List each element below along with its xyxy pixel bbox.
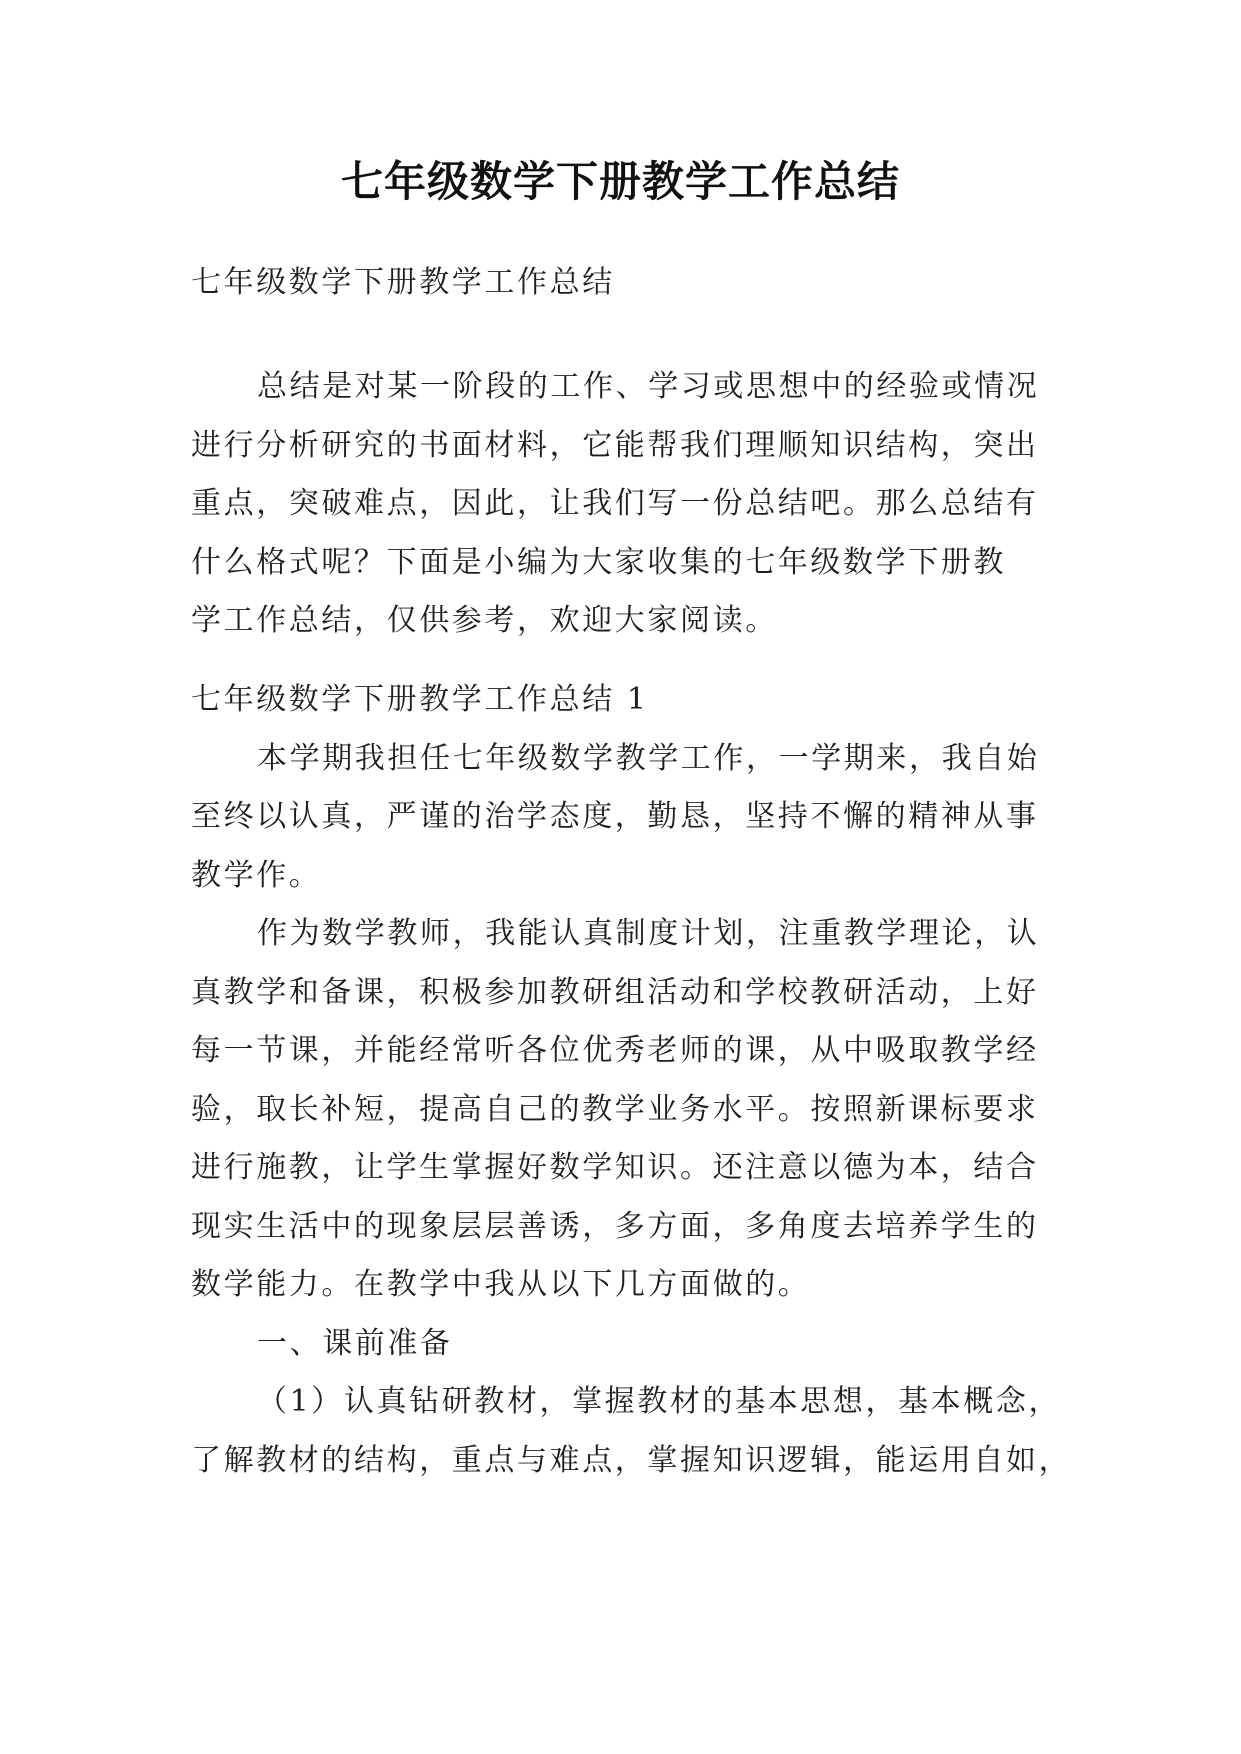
- section-heading: 七年级数学下册教学工作总结 1: [191, 682, 649, 717]
- intro-line: 总结是对某一阶段的工作、学习或思想中的经验或情况: [257, 369, 1040, 404]
- document-subtitle: [191, 254, 1051, 313]
- paragraph-line: 进行施教，让学生掌握好数学知识。还注意以德为本，结合: [191, 1150, 1039, 1185]
- paragraph-line: 了解教材的结构，重点与难点，掌握知识逻辑，能运用自如，: [191, 1442, 1072, 1478]
- paragraph-line: 每一节课，并能经常听各位优秀老师的课，从中吸取教学经: [191, 1033, 1039, 1068]
- paragraph-line: 本学期我担任七年级数学教学工作，一学期来，我自始: [257, 740, 1040, 776]
- paragraph-line: 验，取长补短，提高自己的教学业务水平。按照新课标要求: [191, 1091, 1039, 1127]
- paragraph-line: 至终以认真，严谨的治学态度，勤恳，坚持不懈的精神从事: [191, 799, 1039, 834]
- paragraph-line: 数学能力。在教学中我从以下几方面做的。: [191, 1267, 811, 1302]
- paragraph-line: 作为数学教师，我能认真制度计划，注重教学理论，认: [257, 916, 1040, 951]
- paragraph-line: （1）认真钻研教材，掌握教材的基本思想，基本概念，: [257, 1384, 1062, 1419]
- document-title: 七年级数学下册教学工作总结: [340, 157, 900, 206]
- intro-line: 什么格式呢？下面是小编为大家收集的七年级数学下册教: [191, 544, 1006, 580]
- paragraph-line: 教学作。: [191, 857, 322, 893]
- intro-line: 重点，突破难点，因此，让我们写一份总结吧。那么总结有: [191, 486, 1039, 521]
- subtitle-line: 七年级数学下册教学工作总结: [191, 265, 615, 300]
- intro-line: 进行分析研究的书面材料，它能帮我们理顺知识结构，突出: [191, 427, 1039, 463]
- subheading-one: 一、课前准备: [257, 1325, 453, 1361]
- section-body: [191, 671, 1072, 1490]
- intro-line: 学工作总结，仅供参考，欢迎大家阅读。: [191, 603, 778, 638]
- intro-paragraph: [191, 358, 1051, 651]
- paragraph-line: 真教学和备课，积极参加教研组活动和学校教研活动，上好: [191, 974, 1039, 1010]
- paragraph-line: 现实生活中的现象层层善诱，多方面，多角度去培养学生的: [191, 1208, 1039, 1244]
